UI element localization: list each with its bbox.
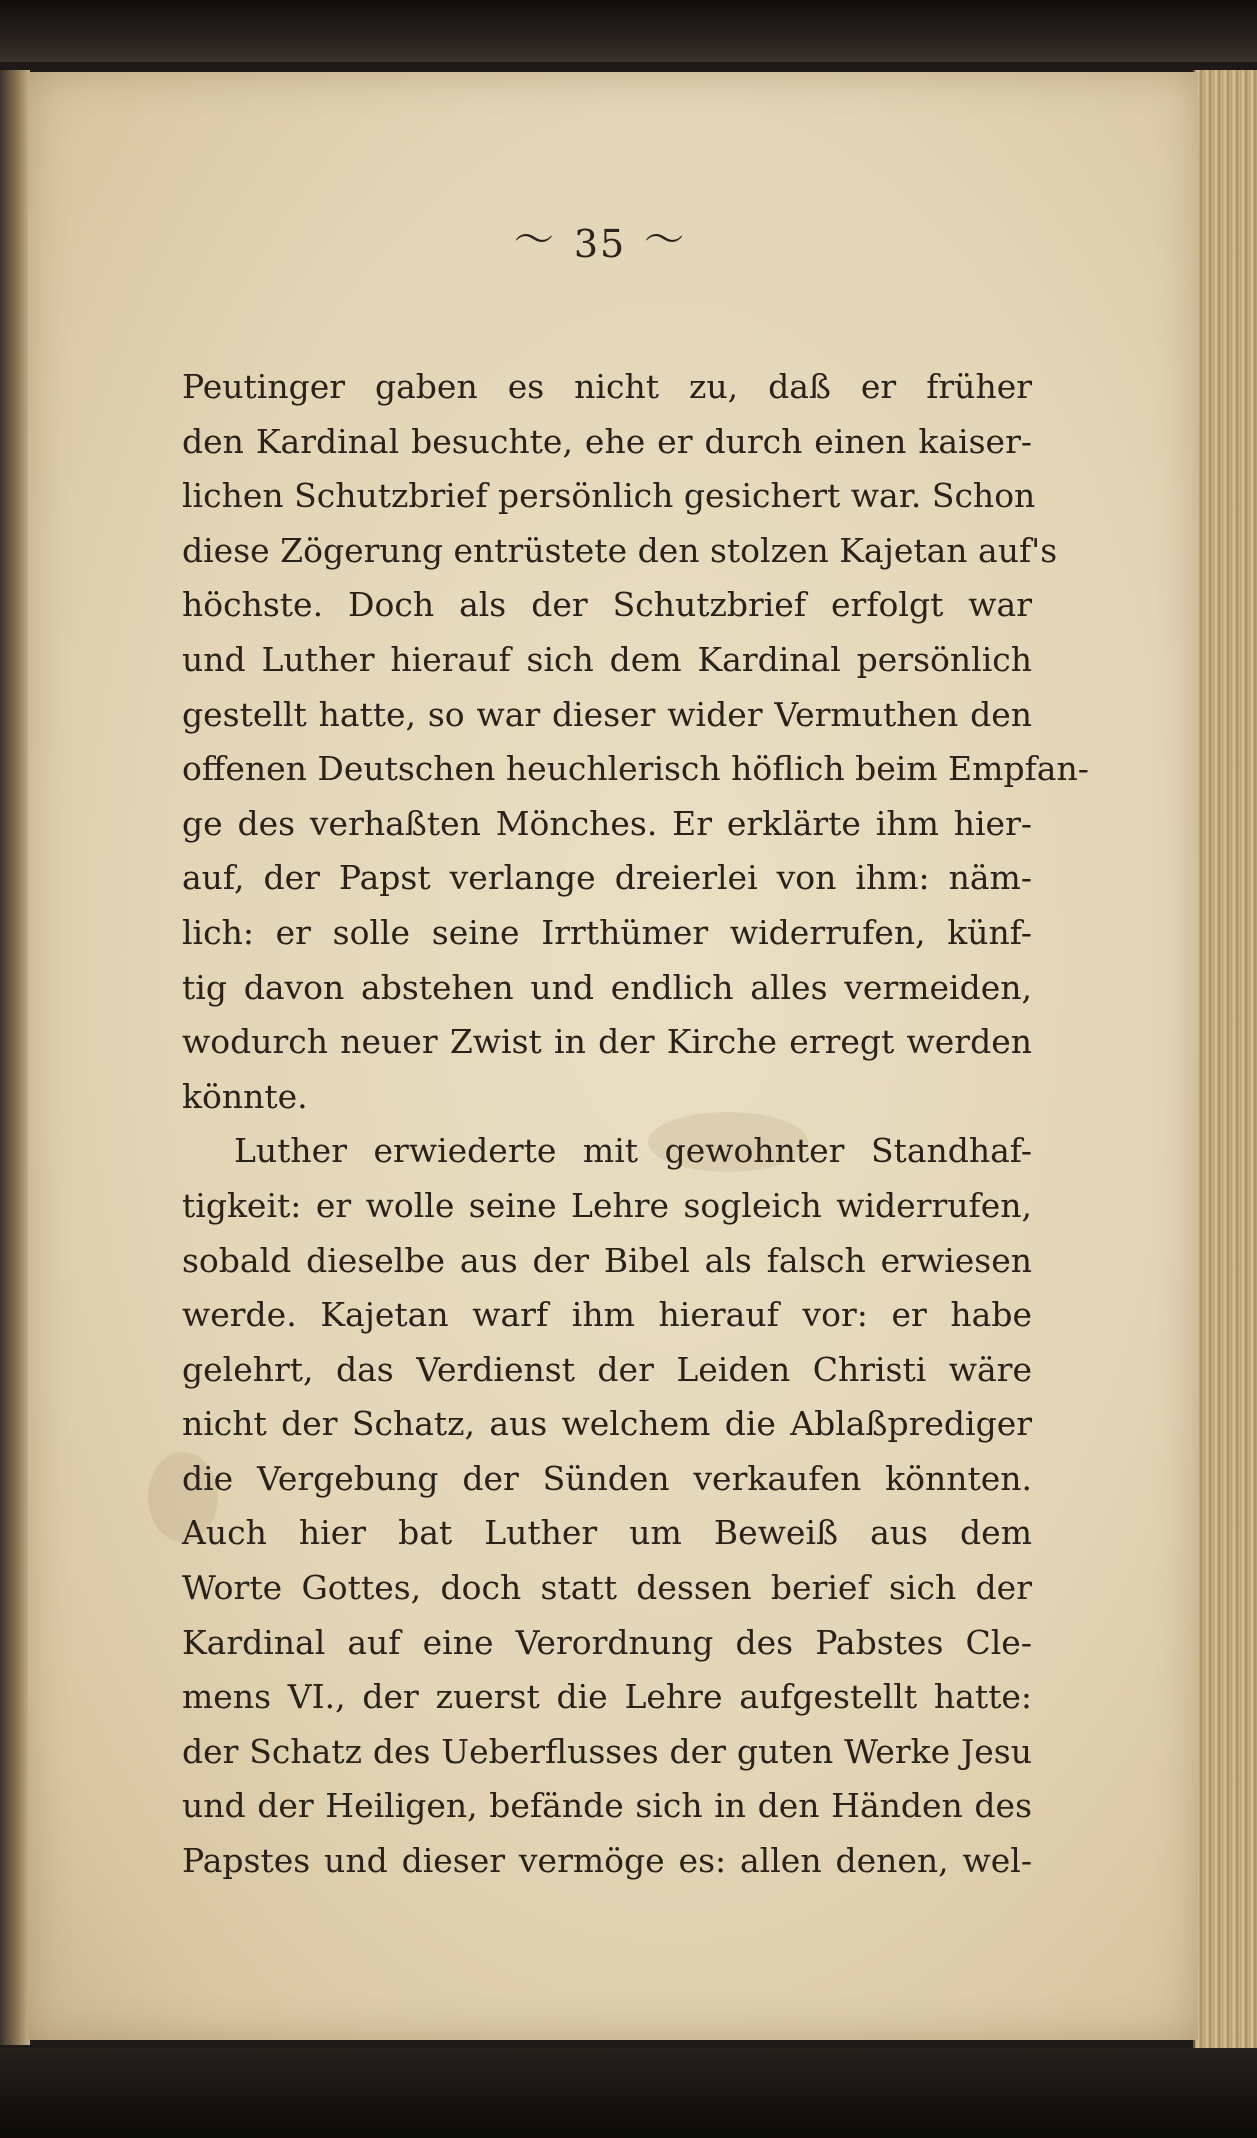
- text-line: die Vergebung der Sünden verkaufen könnten.: [182, 1458, 1032, 1498]
- paragraph: [182, 360, 1089, 1124]
- book-cover-top: [0, 0, 1257, 62]
- text-line: Kardinal auf eine Verordnung des Pabstes Cle-: [182, 1622, 1032, 1662]
- text-line: mens VI., der zuerst die Lehre aufgestellt hatte:: [182, 1677, 1032, 1717]
- book-spine-edge: [0, 70, 30, 2045]
- running-header: [0, 208, 1200, 266]
- text-line: der Schatz des Ueberflusses der guten Werke Jesu: [182, 1731, 1032, 1771]
- text-line: gelehrt, das Verdienst der Leiden Christi wäre: [182, 1349, 1032, 1389]
- text-line: wodurch neuer Zwist in der Kirche erregt werden: [182, 1022, 1032, 1062]
- text-line: könnte.: [182, 1076, 308, 1116]
- text-line: Luther erwiederte mit gewohnter Standhaf-: [234, 1131, 1032, 1171]
- page-stack-edge: [1193, 70, 1257, 2050]
- text-line: lich: er solle seine Irrthümer widerrufen, künf-: [182, 912, 1032, 952]
- text-line: sobald dieselbe aus der Bibel als falsch erwiesen: [182, 1240, 1032, 1280]
- text-line: gestellt hatte, so war dieser wider Vermuthen den: [182, 694, 1032, 734]
- page-number: 35: [573, 222, 627, 266]
- text-line: Worte Gottes, doch statt dessen berief sich der: [182, 1568, 1032, 1608]
- text-line: und Luther hierauf sich dem Kardinal persönlich: [182, 639, 1032, 679]
- paragraph: [182, 1124, 1032, 1888]
- text-line: und der Heiligen, befände sich in den Händen des: [182, 1786, 1032, 1826]
- text-line: lichen Schutzbrief persönlich gesichert war. Schon: [182, 476, 1036, 516]
- ornament-right: 〜: [644, 217, 687, 263]
- text-line: tig davon abstehen und endlich alles vermeiden,: [182, 967, 1032, 1007]
- text-line: tigkeit: er wolle seine Lehre sogleich widerrufen,: [182, 1185, 1032, 1225]
- body-text: [182, 360, 1089, 1889]
- book-cover-bottom: [0, 2048, 1257, 2138]
- ornament-left: 〜: [513, 217, 556, 263]
- text-line: werde. Kajetan warf ihm hierauf vor: er habe: [182, 1295, 1032, 1335]
- text-line: ge des verhaßten Mönches. Er erklärte ihm hier-: [182, 803, 1032, 843]
- text-line: höchste. Doch als der Schutzbrief erfolgt war: [182, 585, 1032, 625]
- text-line: nicht der Schatz, aus welchem die Ablaßprediger: [182, 1404, 1032, 1444]
- text-line: Auch hier bat Luther um Beweiß aus dem: [182, 1513, 1032, 1553]
- text-line: diese Zögerung entrüstete den stolzen Kajetan auf's: [182, 530, 1058, 570]
- text-line: Papstes und dieser vermöge es: allen denen, wel-: [182, 1841, 1032, 1881]
- text-line: offenen Deutschen heuchlerisch höflich beim Empfan-: [182, 749, 1089, 789]
- text-line: Peutinger gaben es nicht zu, daß er früher: [182, 367, 1032, 406]
- text-line: auf, der Papst verlange dreierlei von ihm: näm-: [182, 858, 1032, 898]
- text-line: den Kardinal besuchte, ehe er durch einen kaiser-: [182, 421, 1032, 461]
